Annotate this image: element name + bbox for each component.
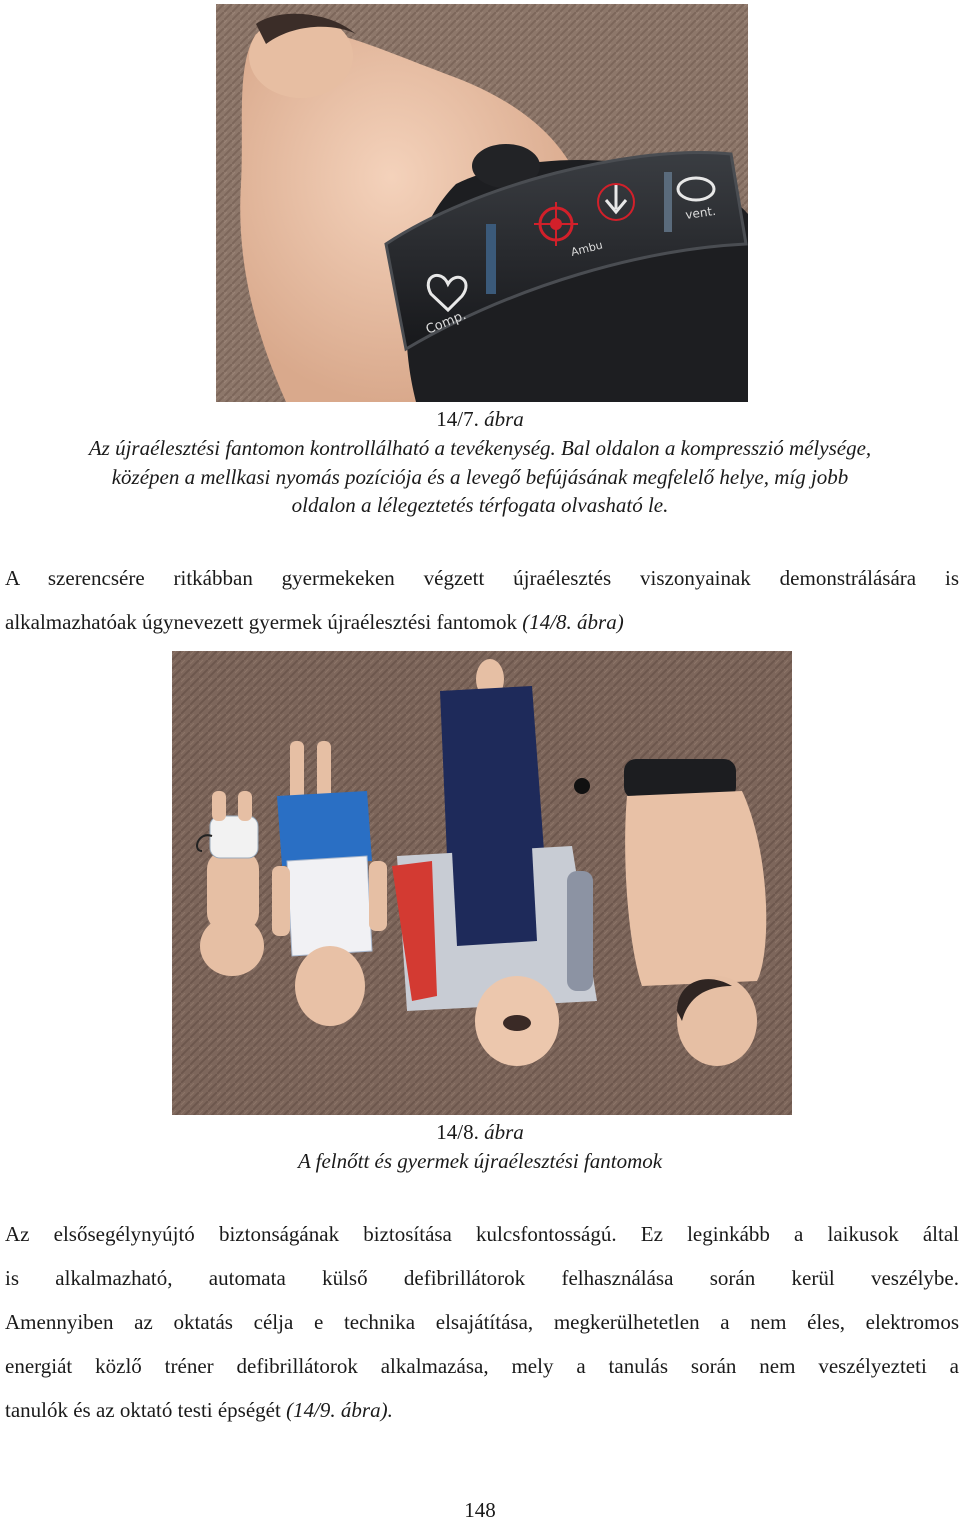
figure-reference: (14/8. ábra) bbox=[522, 610, 624, 634]
paragraph-safety bbox=[5, 1212, 959, 1432]
figure-reference: (14/9. ábra). bbox=[286, 1398, 393, 1422]
figure2-caption-title bbox=[0, 1119, 960, 1146]
figure1-caption-line: Az újraélesztési fantomon kontrollálható a tevékenység. Bal oldalon a kompresszió mélysége, bbox=[88, 436, 872, 460]
ambu-label: Ambu bbox=[569, 238, 604, 259]
paragraph-line: tanulók és az oktató testi épségét (14/9. ábra). bbox=[5, 1398, 393, 1422]
figure2-caption: A felnőtt és gyermek újraélesztési fantomok bbox=[297, 1149, 663, 1173]
paragraph-line: A szerencsére ritkábban gyermekeken végzett újraélesztés viszonyainak demonstrálására is bbox=[5, 566, 959, 590]
figure-cpr-manikin-feedback bbox=[216, 4, 748, 402]
figure1-caption-title bbox=[0, 406, 960, 433]
paragraph-line: Amennyiben az oktatás célja e technika elsajátítása, megkerülhetetlen a nem éles, elektromos bbox=[5, 1310, 959, 1334]
manikin-photo bbox=[216, 4, 748, 402]
comp-label: Comp. bbox=[423, 308, 469, 338]
figure1-caption-line: középen a mellkasi nyomás pozíciója és a levegő befújásának megfelelő helye, míg jobb bbox=[111, 464, 849, 489]
paragraph-line: energiát közlő tréner defibrillátorok alkalmazása, mely a tanulás során nem veszélyezteti a bbox=[5, 1354, 959, 1378]
figure1-caption bbox=[0, 434, 960, 520]
figure2-number: 14/8. bbox=[436, 1120, 479, 1144]
paragraph-line: Az elsősegélynyújtó biztonságának biztosítása kulcsfontosságú. Ez leginkább a laikusok által bbox=[5, 1222, 959, 1246]
paragraph-child-manikins bbox=[5, 556, 959, 644]
manikins-photo bbox=[172, 651, 792, 1115]
figure2-label: ábra bbox=[484, 1120, 524, 1144]
paragraph-line: is alkalmazható, automata külső defibrillátorok felhasználása során kerül veszélybe. bbox=[5, 1266, 959, 1290]
figure-manikin-group bbox=[172, 651, 792, 1115]
page-number: 148 bbox=[464, 1498, 496, 1522]
figure1-caption-line: oldalon a lélegeztetés térfogata olvasható le. bbox=[291, 493, 669, 517]
figure1-label: ábra bbox=[484, 407, 524, 431]
figure1-number: 14/7. bbox=[436, 407, 479, 431]
paragraph-line: alkalmazhatóak úgynevezett gyermek újraélesztési fantomok (14/8. ábra) bbox=[5, 610, 624, 634]
vent-label: vent. bbox=[684, 203, 717, 222]
